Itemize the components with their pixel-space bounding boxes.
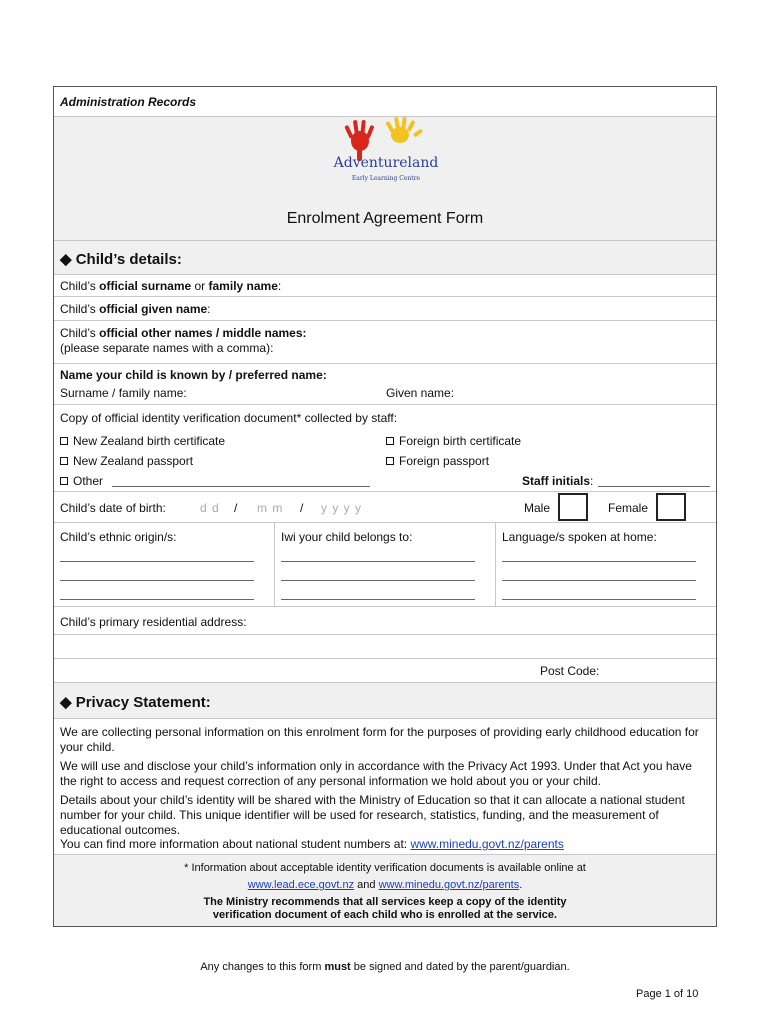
checkbox-icon[interactable]	[60, 457, 68, 465]
male-label: Male	[524, 501, 551, 515]
dob-day-field[interactable]: d d	[200, 501, 220, 515]
admin-records-row	[54, 87, 716, 117]
iwi-line-2[interactable]	[281, 580, 475, 581]
staff-initials-line[interactable]	[598, 486, 710, 487]
known-given-label: Given name:	[386, 386, 455, 400]
surname-label: Child’s official surname or family name:	[60, 279, 282, 293]
privacy-para-1: We are collecting personal information on this enrolment form for the purposes of providing early childhood education for your child.	[60, 725, 699, 754]
privacy-heading: ◆ Privacy Statement:	[60, 694, 211, 711]
id-doc-label: Copy of official identity verification document* collected by staff:	[60, 411, 398, 425]
dob-label: Child’s date of birth:	[60, 501, 166, 515]
diamond-icon: ◆	[60, 251, 72, 268]
foreign-birth-option[interactable]: Foreign birth certificate	[386, 434, 521, 449]
column-divider	[495, 523, 496, 607]
foreign-passport-option[interactable]: Foreign passport	[386, 454, 489, 469]
minedu-parents-link[interactable]: www.minedu.govt.nz/parents	[378, 879, 520, 891]
post-code-label: Post Code:	[540, 664, 600, 678]
minedu-link[interactable]: www.minedu.govt.nz/parents	[410, 837, 564, 851]
iwi-label: Iwi your child belongs to:	[281, 530, 413, 544]
diamond-icon: ◆	[60, 694, 72, 711]
other-fill-line[interactable]	[112, 486, 370, 487]
changes-note: Any changes to this form must be signed and dated by the parent/guardian.	[200, 961, 570, 973]
checkbox-icon[interactable]	[386, 457, 394, 465]
female-label: Female	[608, 501, 649, 515]
address-row[interactable]	[54, 607, 716, 635]
adventureland-logo	[330, 117, 442, 192]
given-name-label: Child’s official given name:	[60, 302, 211, 316]
ethnic-label: Child’s ethnic origin/s:	[60, 530, 177, 544]
other-names-row[interactable]	[54, 321, 716, 364]
column-divider	[274, 523, 275, 607]
privacy-header	[54, 683, 716, 719]
language-label: Language/s spoken at home:	[502, 530, 657, 544]
logo-name: Adventureland	[333, 155, 439, 171]
ethnicity-row	[54, 523, 716, 607]
footnote-bold-1: The Ministry recommends that all services keep a copy of the identity	[203, 896, 567, 908]
other-option[interactable]: Other	[60, 474, 103, 489]
known-surname-label: Surname / family name:	[60, 386, 187, 400]
dob-row	[54, 492, 716, 523]
staff-initials-label: Staff initials:	[522, 474, 594, 488]
footnote-bold-2: verification document of each child who is enrolled at the service.	[212, 909, 558, 921]
address-label: Child’s primary residential address:	[60, 615, 247, 629]
address-line-2[interactable]	[54, 635, 716, 659]
known-by-label: Name your child is known by / preferred name:	[60, 368, 327, 382]
form-frame	[53, 86, 717, 927]
known-by-row[interactable]	[54, 364, 716, 405]
checkbox-icon[interactable]	[60, 437, 68, 445]
checkbox-icon[interactable]	[60, 477, 68, 485]
id-document-row	[54, 405, 716, 492]
form-title: Enrolment Agreement Form	[286, 210, 484, 227]
ethnic-line-2[interactable]	[60, 580, 254, 581]
surname-row[interactable]	[54, 275, 716, 297]
privacy-para-4: You can find more information about national student numbers at: www.minedu.govt.nz/parents	[60, 837, 564, 851]
page-number: Page 1 of 10	[636, 988, 699, 1000]
footnote-line-2: www.lead.ece.govt.nz and www.minedu.govt.nz/parents.	[247, 879, 523, 891]
other-names-label: Child’s official other names / middle names:	[60, 326, 307, 340]
female-checkbox[interactable]	[656, 493, 686, 521]
language-line-1[interactable]	[502, 561, 696, 562]
admin-records-label: Administration Records	[60, 95, 197, 109]
ethnic-line-3[interactable]	[60, 599, 254, 600]
dob-slash-1: /	[234, 501, 238, 515]
checkbox-icon[interactable]	[386, 437, 394, 445]
logo-tagline: Early Learning Centre	[351, 175, 421, 182]
dob-month-field[interactable]: m m	[257, 501, 284, 515]
yellow-hand-icon	[385, 117, 423, 143]
childs-details-header	[54, 241, 716, 275]
lead-ece-link[interactable]: www.lead.ece.govt.nz	[247, 879, 355, 891]
privacy-body	[54, 719, 716, 855]
given-name-row[interactable]	[54, 297, 716, 321]
male-checkbox[interactable]	[558, 493, 588, 521]
ethnic-line-1[interactable]	[60, 561, 254, 562]
iwi-line-3[interactable]	[281, 599, 475, 600]
nz-birth-option[interactable]: New Zealand birth certificate	[60, 434, 225, 449]
footnote-box	[54, 855, 716, 926]
language-line-3[interactable]	[502, 599, 696, 600]
dob-year-field[interactable]: y y y y	[321, 501, 363, 515]
nz-passport-option[interactable]: New Zealand passport	[60, 454, 193, 469]
post-code-row[interactable]	[54, 659, 716, 683]
iwi-line-1[interactable]	[281, 561, 475, 562]
privacy-para-3: Details about your child’s identity will be shared with the Ministry of Education so that it can allocate a national student number for your child. This unique identifier will be used for research, statistics, funding, and the measurement of educational outcomes.	[60, 793, 685, 837]
title-band	[54, 117, 716, 241]
dob-slash-2: /	[300, 501, 304, 515]
privacy-para-2: We will use and disclose your child’s information only in accordance with the Privacy Act 1993. Under that Act you have the right to access and request correction of any personal information we hold about you or your child.	[60, 759, 692, 788]
language-line-2[interactable]	[502, 580, 696, 581]
footnote-line-1: * Information about acceptable identity verification documents is available online at	[184, 862, 586, 874]
childs-details-heading: ◆ Child’s details:	[60, 251, 182, 268]
other-names-note: (please separate names with a comma):	[60, 341, 274, 355]
